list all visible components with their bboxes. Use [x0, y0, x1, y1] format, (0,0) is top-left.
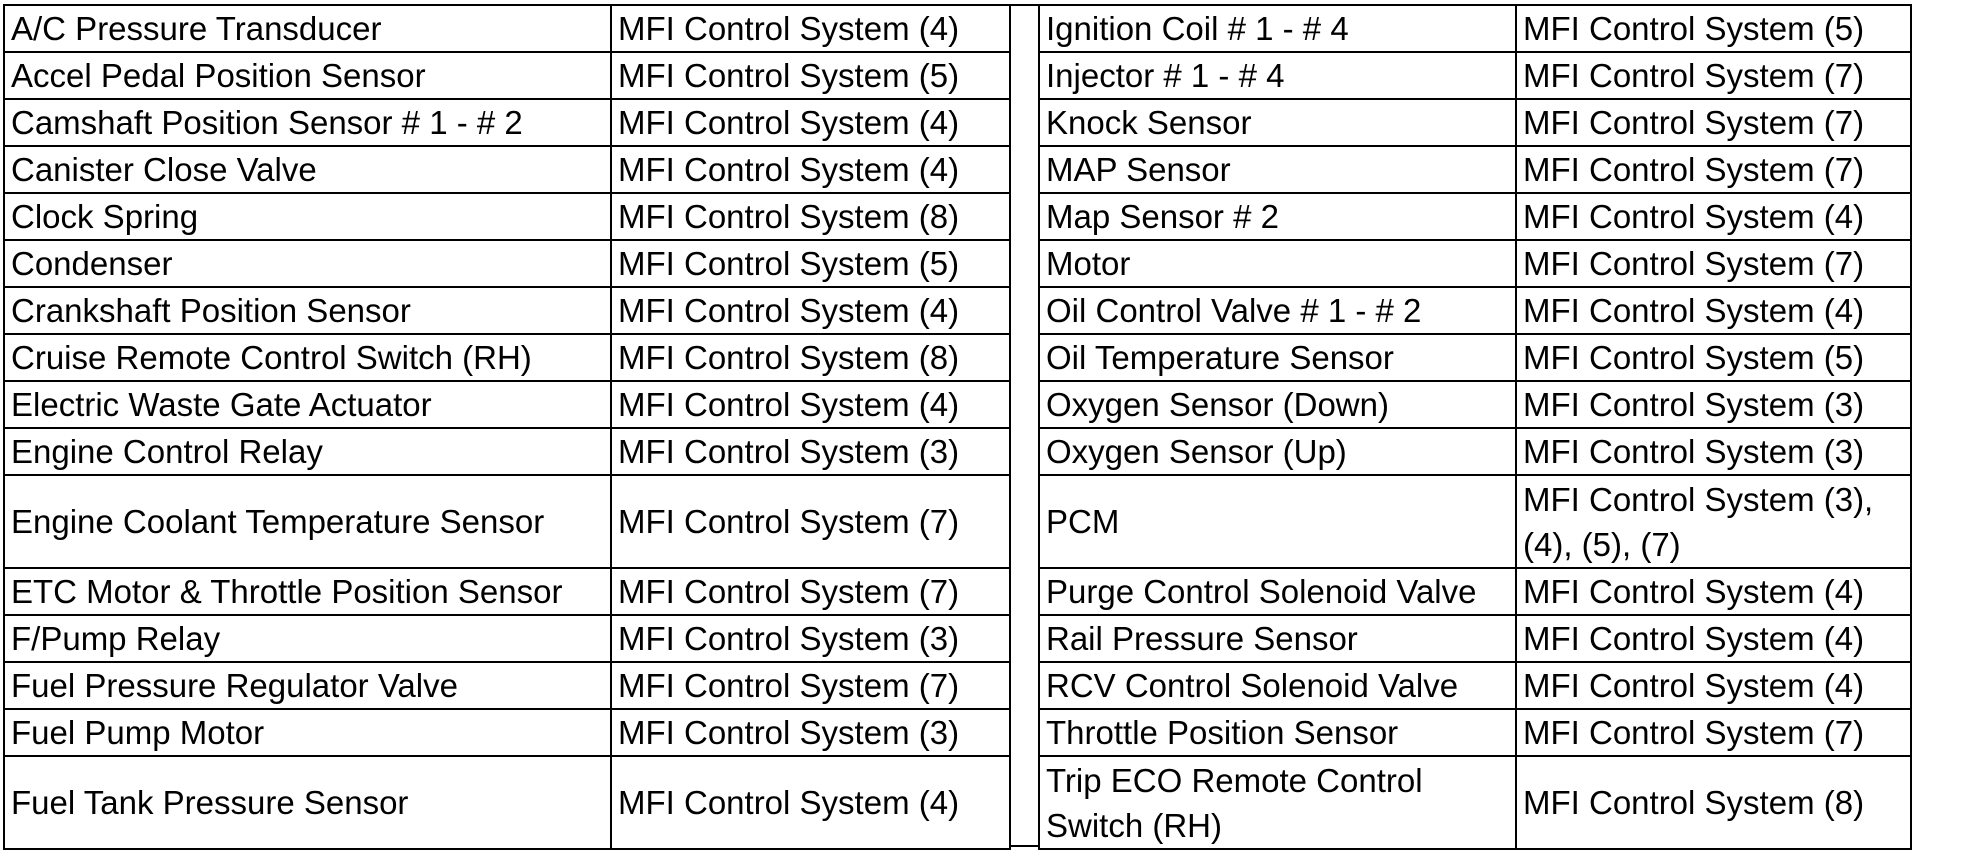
component-name: Fuel Pressure Regulator Valve — [4, 662, 611, 709]
system-reference: MFI Control System (4) — [611, 756, 1010, 849]
component-name: Camshaft Position Sensor # 1 - # 2 — [4, 99, 611, 146]
table-row — [4, 240, 1010, 287]
system-reference: MFI Control System (7) — [1516, 52, 1911, 99]
table-row — [1039, 615, 1911, 662]
table-row — [4, 99, 1010, 146]
component-name: Engine Coolant Temperature Sensor — [4, 475, 611, 568]
system-reference: MFI Control System (7) — [611, 475, 1010, 568]
system-reference: MFI Control System (4) — [1516, 287, 1911, 334]
table-row — [4, 5, 1010, 52]
component-name: ETC Motor & Throttle Position Sensor — [4, 568, 611, 615]
component-table-left — [3, 4, 1011, 850]
system-reference: MFI Control System (5) — [1516, 5, 1911, 52]
table-row — [1039, 568, 1911, 615]
system-reference: MFI Control System (4) — [1516, 662, 1911, 709]
component-name: Injector # 1 - # 4 — [1039, 52, 1516, 99]
system-reference: MFI Control System (7) — [611, 662, 1010, 709]
table-row — [1039, 709, 1911, 756]
table-row — [4, 615, 1010, 662]
component-name: Electric Waste Gate Actuator — [4, 381, 611, 428]
system-reference: MFI Control System (7) — [1516, 146, 1911, 193]
table-row — [1039, 193, 1911, 240]
system-reference: MFI Control System (8) — [611, 334, 1010, 381]
system-reference: MFI Control System (7) — [1516, 99, 1911, 146]
table-row — [4, 709, 1010, 756]
system-reference: MFI Control System (8) — [611, 193, 1010, 240]
component-name: Crankshaft Position Sensor — [4, 287, 611, 334]
system-reference: MFI Control System (7) — [1516, 240, 1911, 287]
table-row — [1039, 334, 1911, 381]
table-row — [4, 756, 1010, 849]
table-row — [4, 568, 1010, 615]
table-row — [4, 475, 1010, 568]
component-name: Engine Control Relay — [4, 428, 611, 475]
table-row — [1039, 662, 1911, 709]
component-name: PCM — [1039, 475, 1516, 568]
table-row — [1039, 428, 1911, 475]
table-row — [1039, 381, 1911, 428]
system-reference: MFI Control System (7) — [1516, 709, 1911, 756]
component-name: Knock Sensor — [1039, 99, 1516, 146]
component-name: Ignition Coil # 1 - # 4 — [1039, 5, 1516, 52]
system-reference: MFI Control System (3) — [611, 709, 1010, 756]
table-row — [4, 381, 1010, 428]
table-row — [4, 52, 1010, 99]
table-row — [1039, 52, 1911, 99]
system-reference: MFI Control System (4) — [611, 99, 1010, 146]
system-reference: MFI Control System (3), (4), (5), (7) — [1516, 475, 1911, 568]
table-row — [1039, 146, 1911, 193]
column-spacer — [1011, 4, 1038, 847]
component-name: Trip ECO Remote Control Switch (RH) — [1039, 756, 1516, 849]
component-name: Rail Pressure Sensor — [1039, 615, 1516, 662]
component-name: Oxygen Sensor (Down) — [1039, 381, 1516, 428]
system-reference: MFI Control System (3) — [611, 428, 1010, 475]
system-reference: MFI Control System (4) — [611, 287, 1010, 334]
table-row — [4, 334, 1010, 381]
table-row — [1039, 5, 1911, 52]
component-name: Accel Pedal Position Sensor — [4, 52, 611, 99]
system-reference: MFI Control System (4) — [1516, 615, 1911, 662]
table-row — [4, 146, 1010, 193]
table-row — [4, 428, 1010, 475]
table-row — [4, 193, 1010, 240]
system-reference: MFI Control System (3) — [1516, 428, 1911, 475]
component-name: A/C Pressure Transducer — [4, 5, 611, 52]
table-row — [1039, 475, 1911, 568]
table-row — [1039, 287, 1911, 334]
system-reference: MFI Control System (4) — [1516, 193, 1911, 240]
component-name: Clock Spring — [4, 193, 611, 240]
component-name: Condenser — [4, 240, 611, 287]
component-name: Cruise Remote Control Switch (RH) — [4, 334, 611, 381]
component-name: Map Sensor # 2 — [1039, 193, 1516, 240]
component-table-right — [1038, 4, 1912, 850]
system-reference: MFI Control System (7) — [611, 568, 1010, 615]
component-name: Oil Temperature Sensor — [1039, 334, 1516, 381]
table-row — [1039, 756, 1911, 849]
system-reference: MFI Control System (4) — [1516, 568, 1911, 615]
component-name: Purge Control Solenoid Valve — [1039, 568, 1516, 615]
system-reference: MFI Control System (5) — [611, 240, 1010, 287]
table-row — [4, 662, 1010, 709]
system-reference: MFI Control System (3) — [611, 615, 1010, 662]
table-row — [1039, 99, 1911, 146]
table-row — [4, 287, 1010, 334]
component-name: Oil Control Valve # 1 - # 2 — [1039, 287, 1516, 334]
component-name: MAP Sensor — [1039, 146, 1516, 193]
component-name: Fuel Pump Motor — [4, 709, 611, 756]
system-reference: MFI Control System (8) — [1516, 756, 1911, 849]
system-reference: MFI Control System (4) — [611, 381, 1010, 428]
component-name: F/Pump Relay — [4, 615, 611, 662]
system-reference: MFI Control System (4) — [611, 146, 1010, 193]
component-name: Fuel Tank Pressure Sensor — [4, 756, 611, 849]
component-name: RCV Control Solenoid Valve — [1039, 662, 1516, 709]
system-reference: MFI Control System (5) — [611, 52, 1010, 99]
system-reference: MFI Control System (4) — [611, 5, 1010, 52]
system-reference: MFI Control System (3) — [1516, 381, 1911, 428]
component-name: Motor — [1039, 240, 1516, 287]
component-index — [3, 4, 1973, 850]
table-row — [1039, 240, 1911, 287]
component-name: Canister Close Valve — [4, 146, 611, 193]
system-reference: MFI Control System (5) — [1516, 334, 1911, 381]
component-name: Oxygen Sensor (Up) — [1039, 428, 1516, 475]
component-name: Throttle Position Sensor — [1039, 709, 1516, 756]
